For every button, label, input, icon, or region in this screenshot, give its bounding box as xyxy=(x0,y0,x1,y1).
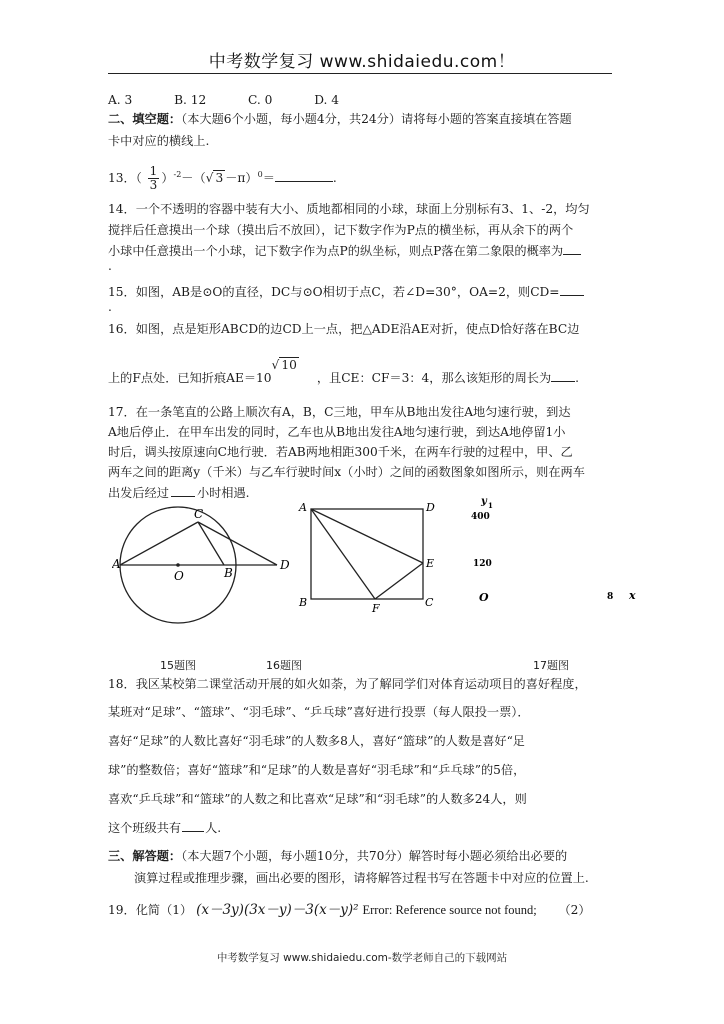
q16-sqrt-value: 10 xyxy=(281,358,297,372)
q13-part2: ） xyxy=(161,171,174,186)
q13-part4: －π） xyxy=(225,171,258,186)
caption-16: 16题图 xyxy=(266,659,302,672)
q13-fraction xyxy=(148,165,160,192)
option-d: D. 4 xyxy=(314,93,340,107)
q13-exp-neg2: -2 xyxy=(173,170,182,179)
graph-tick-400: 400 xyxy=(471,512,490,522)
q18-line2: 某班对“足球”、“篮球”、“羽毛球”、“乒乓球”喜好进行投票（每人限投一票）． xyxy=(108,705,530,719)
q19-label: 19．化简（1） xyxy=(108,903,193,917)
q13-part3: －（ xyxy=(181,171,206,186)
q17-line5-row xyxy=(108,484,250,501)
q13-end: . xyxy=(332,171,337,186)
label-o: O xyxy=(174,569,184,583)
q13-frac-den: 3 xyxy=(149,178,158,193)
question-13 xyxy=(108,160,337,193)
q13-exp-zero: 0 xyxy=(257,170,263,179)
figure-17-graph xyxy=(465,490,645,610)
figure-15-circle xyxy=(112,505,312,645)
tangent-cd xyxy=(198,522,277,565)
q14-line3: 小球中任意摸出一个小球，记下数字作为点P的纵坐标，则点P落在第二象限的概率为 xyxy=(108,244,564,258)
label-e: E xyxy=(426,557,435,570)
q17-line3: 时后，调头按原速向C地行驶．若AB两地相距300千米，在两车行驶的过程中，甲、乙 xyxy=(108,445,573,459)
q17-line5b: 小时相遇. xyxy=(196,486,250,500)
segment-af xyxy=(311,509,375,599)
center-point xyxy=(176,563,180,567)
q17-line5a: 出发后经过 xyxy=(108,486,169,500)
q14-line2: 搅拌后任意摸出一个球（摸出后不放回），记下数字作为P点的横坐标，再从余下的两个 xyxy=(108,223,574,237)
q16-answer-blank[interactable] xyxy=(551,369,575,382)
figure-16-rectangle xyxy=(295,498,445,616)
section2-heading xyxy=(108,111,572,127)
page-header-title: 中考数学复习 www.shidaiedu.com！ xyxy=(208,52,516,72)
sqrt-icon: √ xyxy=(271,358,280,372)
section2-text2: 卡中对应的横线上. xyxy=(108,134,210,148)
q16-line2a: 上的F点处．已知折痕AE＝10 xyxy=(108,371,272,385)
question-19 xyxy=(108,902,591,918)
q13-sqrt-value: 3 xyxy=(215,171,224,186)
option-c: C. 0 xyxy=(248,93,273,107)
q13-frac-num: 1 xyxy=(149,164,158,179)
label-b: B xyxy=(224,566,233,580)
q16-line2-row xyxy=(108,356,579,386)
q15-row xyxy=(108,283,584,300)
segment-ae xyxy=(311,509,423,563)
chord-ac xyxy=(120,522,198,565)
graph-tick-8: 8 xyxy=(607,592,614,602)
q17-line2: A地后停止．在甲车出发的同时，乙车也从B地出发往A地匀速行驶，到达A地停留1小 xyxy=(108,425,566,439)
q14-line4: . xyxy=(108,259,112,273)
q16-line1: 16．如图，点是矩形ABCD的边CD上一点，把△ADE沿AE对折，使点D恰好落在BC边 xyxy=(108,322,580,336)
segment-fe xyxy=(375,563,423,599)
q19-expression: (x－3y)(3x－y)－3(x－y)² xyxy=(196,902,359,918)
caption-15: 15题图 xyxy=(160,659,196,672)
graph-tick-120: 120 xyxy=(473,559,492,569)
q14-answer-blank[interactable] xyxy=(563,242,581,255)
q16-line2c: . xyxy=(575,371,580,385)
label-d: D xyxy=(280,558,290,572)
label-d: D xyxy=(426,501,435,514)
q17-line1: 17．在一条笔直的公路上顺次有A，B，C三地，甲车从B地出发往A地匀速行驶，到达 xyxy=(108,405,571,419)
q13-answer-blank[interactable] xyxy=(275,169,333,182)
q15-line2: . xyxy=(108,300,112,314)
label-c: C xyxy=(425,596,434,609)
q16-line2b: ，且CE：CF＝3：4，那么该矩形的周长为 xyxy=(316,371,552,385)
section2-text1: （本大题6个小题，每小题4分，共24分）请将每小题的答案直接填在答题 xyxy=(181,112,572,126)
q18-answer-blank[interactable] xyxy=(182,819,204,832)
q18-line1: 18．我区某校第二课堂活动开展的如火如荼，为了解同学们对体育运动项目的喜好程度， xyxy=(108,677,587,691)
graph-y-label: y xyxy=(481,496,487,507)
label-a: A xyxy=(299,501,307,514)
label-a: A xyxy=(112,557,121,571)
q18-line3: 喜好“足球”的人数比喜好“羽毛球”的人数多8人，喜好“篮球”的人数是喜好“足 xyxy=(108,734,525,748)
label-f: F xyxy=(372,602,380,615)
q14-line3-row xyxy=(108,242,581,259)
label-c: C xyxy=(194,507,204,521)
q18-line5: 喜欢“乒乓球”和“篮球”的人数之和比喜欢“足球”和“羽毛球”的人数多24人，则 xyxy=(108,792,527,806)
header-divider xyxy=(108,73,612,74)
section3-heading xyxy=(108,848,567,864)
page-footer: 中考数学复习 www.shidaiedu.com-数学老师自己的下载网站 xyxy=(216,952,508,964)
q13-part5: ＝ xyxy=(262,171,275,186)
q18-line6-row xyxy=(108,819,221,836)
graph-y-subscript: 1 xyxy=(488,501,493,510)
option-a: A. 3 xyxy=(108,93,133,107)
q15-line1: 15．如图，AB是⊙O的直径，DC与⊙O相切于点C，若∠D=30°，OA=2，则CD= xyxy=(108,285,560,299)
q19-error-text: Error: Reference source not found; xyxy=(362,903,537,917)
q13-num: 13．（ xyxy=(108,171,142,186)
graph-x-label: x xyxy=(629,589,636,602)
option-b: B. 12 xyxy=(174,93,207,107)
sqrt-icon: √ xyxy=(205,171,214,186)
q17-line4: 两车之间的距离y（千米）与乙车行驶时间x（小时）之间的函数图象如图所示，则在两车 xyxy=(108,465,585,479)
q18-line6a: 这个班级共有 xyxy=(108,821,182,835)
caption-17: 17题图 xyxy=(533,659,569,672)
section2-label: 二、填空题： xyxy=(108,112,182,126)
options-row xyxy=(108,92,339,108)
q15-answer-blank[interactable] xyxy=(560,283,584,296)
q18-line6b: 人. xyxy=(205,821,222,835)
graph-origin: O xyxy=(479,591,489,604)
label-b: B xyxy=(299,596,308,609)
q18-line4: 球”的整数倍；喜好“篮球”和“足球”的人数是喜好“羽毛球”和“乒乓球”的5倍， xyxy=(108,763,526,777)
q14-line1: 14．一个不透明的容器中装有大小、质地都相同的小球，球面上分别标有3、1、-2，均匀 xyxy=(108,202,590,216)
rect-abcd xyxy=(311,509,423,599)
section3-text1: （本大题7个小题，每小题10分，共70分）解答时每小题必须给出必要的 xyxy=(181,849,568,863)
section3-text2: 演算过程或推理步骤，画出必要的图形，请将解答过程书写在答题卡中对应的位置上. xyxy=(134,871,589,885)
q19-part2: （2） xyxy=(558,903,591,917)
section3-label: 三、解答题： xyxy=(108,849,182,863)
q17-answer-blank[interactable] xyxy=(171,484,195,497)
